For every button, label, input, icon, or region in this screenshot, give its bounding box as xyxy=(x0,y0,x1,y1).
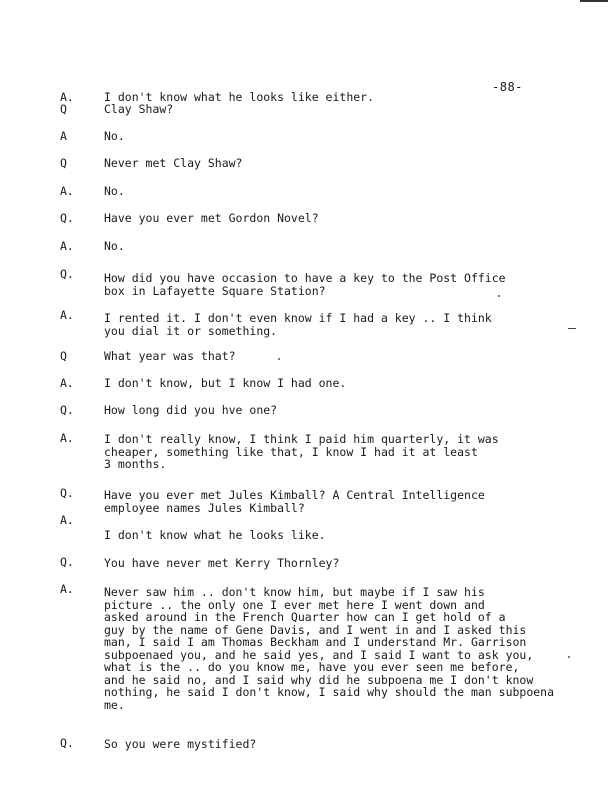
question-text xyxy=(104,404,574,417)
page-corner-mark xyxy=(580,0,608,8)
text-line: What year was that? xyxy=(104,349,236,363)
text-line: you dial it or something. xyxy=(104,323,278,338)
speaker-label: A xyxy=(60,129,67,143)
speaker-label: A. xyxy=(60,376,74,390)
speaker-label: Q. xyxy=(60,403,74,417)
text-line: Have you ever met Jules Kimball? A Central Intelligence xyxy=(104,488,485,502)
text-line: asked around in the French Quarter how can I get hold of a xyxy=(104,610,506,624)
text-line: Have you ever met Gordon Novel? xyxy=(104,211,319,225)
speaker-label: A. xyxy=(60,90,74,104)
text-line: me. xyxy=(104,697,125,712)
scan-mark xyxy=(498,295,500,297)
question-text xyxy=(104,557,574,570)
text-line: I don't know, but I know I had one. xyxy=(104,376,347,390)
speaker-label: Q. xyxy=(60,267,74,281)
speaker-label: Q xyxy=(60,102,67,116)
text-line: How long did you hve one? xyxy=(104,403,278,417)
text-line: I don't know what he looks like. xyxy=(104,528,326,542)
text-line: box in Lafayette Square Station? xyxy=(104,283,326,298)
speaker-label: Q. xyxy=(60,736,74,750)
speaker-label: A. xyxy=(60,184,74,198)
speaker-label: A. xyxy=(60,582,74,596)
scan-mark xyxy=(278,358,280,360)
text-line: cheaper, something like that, I know I had it at least xyxy=(104,444,478,459)
text-line: guy by the name of Gene Davis, and I went in and I asked this xyxy=(104,622,527,637)
text-line: nothing, he said I don't know, I said why should the man subpoena xyxy=(104,685,555,699)
answer-text xyxy=(104,433,574,471)
question-text xyxy=(104,489,574,514)
answer-text xyxy=(104,185,574,198)
text-line: subpoenaed you, and he said yes, and I said I want to ask you, xyxy=(104,647,534,662)
scan-mark xyxy=(568,328,576,329)
answer-text xyxy=(104,586,574,711)
question-text xyxy=(104,272,574,297)
text-line: 3 months. xyxy=(104,457,167,471)
text-line: picture .. the only one I ever met here I went down and xyxy=(104,597,485,612)
speaker-label: A. xyxy=(60,513,74,527)
text-line: No. xyxy=(104,239,125,253)
speaker-label: Q. xyxy=(60,486,74,500)
text-line: I rented it. I don't even know if I had a key .. I think xyxy=(104,311,492,325)
text-line: No. xyxy=(104,129,125,143)
answer-text xyxy=(104,377,574,390)
answer-text xyxy=(104,312,574,337)
answer-text xyxy=(104,240,574,253)
answer-text xyxy=(104,529,574,542)
text-line: Never met Clay Shaw? xyxy=(104,156,243,170)
speaker-label: A. xyxy=(60,431,74,445)
speaker-label: Q. xyxy=(60,555,74,569)
question-text xyxy=(104,212,574,225)
answer-text xyxy=(104,91,574,104)
scan-mark xyxy=(568,656,570,658)
question-text xyxy=(104,350,574,363)
text-line: No. xyxy=(104,184,125,198)
speaker-label: Q. xyxy=(60,211,74,225)
text-line: I don't know what he looks like either. xyxy=(104,90,375,104)
speaker-label: A. xyxy=(60,239,74,253)
text-line: Clay Shaw? xyxy=(104,102,174,116)
question-text xyxy=(104,157,574,170)
text-line: employee names Jules Kimball? xyxy=(104,500,305,515)
text-line: You have never met Kerry Thornley? xyxy=(104,556,340,570)
text-line: How did you have occasion to have a key to the Post Office xyxy=(104,271,506,285)
text-line: man, I said I am Thomas Beckham and I understand Mr. Garrison xyxy=(104,635,527,649)
speaker-label: Q xyxy=(60,349,67,363)
speaker-label: Q xyxy=(60,156,67,170)
page-number: -88- xyxy=(492,80,523,94)
text-line: and he said no, and I said why did he subpoena me I don't know xyxy=(104,672,534,687)
question-text xyxy=(104,103,574,116)
answer-text xyxy=(104,130,574,143)
text-line: So you were mystified? xyxy=(104,737,257,751)
text-line: Never saw him .. don't know him, but maybe if I saw his xyxy=(104,585,485,599)
text-line: I don't really know, I think I paid him quarterly, it was xyxy=(104,432,499,446)
question-text xyxy=(104,738,574,751)
text-line: what is the .. do you know me, have you ever seen me before, xyxy=(104,660,520,674)
speaker-label: A. xyxy=(60,308,74,322)
